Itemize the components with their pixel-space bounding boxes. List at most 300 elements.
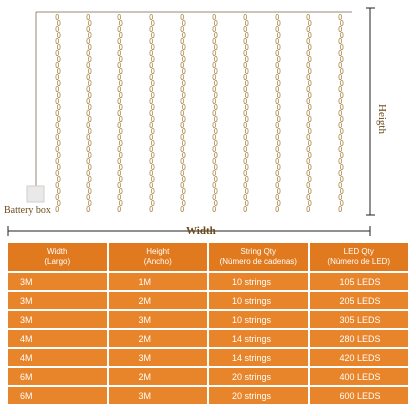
strand-link	[87, 146, 90, 151]
strand-link	[87, 86, 90, 91]
strand-link	[58, 176, 61, 181]
strand-link	[89, 188, 92, 193]
strand-link	[278, 20, 281, 25]
strand-link	[87, 14, 90, 19]
strand-link	[118, 170, 121, 175]
strand-link	[244, 50, 247, 55]
strand-link	[244, 86, 247, 91]
cell-height: 1M	[109, 273, 208, 290]
cell-led-qty: 105 LEDS	[310, 273, 409, 290]
strand-link	[246, 140, 249, 145]
strand-link	[150, 194, 153, 199]
strand-link	[120, 128, 123, 133]
strand-link	[181, 14, 184, 19]
strand-link	[307, 158, 310, 163]
strand-link	[118, 146, 121, 151]
strand-link	[307, 38, 310, 43]
strand-link	[181, 134, 184, 139]
strand-link	[58, 116, 61, 121]
strand-link	[152, 152, 155, 157]
strand-link	[58, 128, 61, 133]
cell-width: 3M	[8, 273, 107, 290]
cell-string-qty: 10 strings	[209, 311, 308, 328]
strand-link	[278, 176, 281, 181]
strand-link	[339, 158, 342, 163]
strand-link	[152, 56, 155, 61]
strand-link	[244, 38, 247, 43]
strand-link	[215, 92, 218, 97]
strand-link	[89, 116, 92, 121]
strand-link	[89, 92, 92, 97]
strand-link	[152, 116, 155, 121]
strand-link	[152, 140, 155, 145]
strand-link	[341, 44, 344, 49]
strand-link	[183, 92, 186, 97]
strand-link	[181, 74, 184, 79]
strand-link	[213, 182, 216, 187]
strand-link	[56, 170, 59, 175]
strand-link	[309, 200, 312, 205]
strand-link	[87, 62, 90, 67]
strand-link	[246, 32, 249, 37]
strand-link	[181, 158, 184, 163]
strand-link	[339, 98, 342, 103]
cell-string-qty: 20 strings	[209, 387, 308, 404]
strand-link	[56, 62, 59, 67]
strand-link	[307, 170, 310, 175]
strand-link	[56, 86, 59, 91]
strand-link	[183, 32, 186, 37]
strand-link	[58, 92, 61, 97]
strand-link	[120, 152, 123, 157]
light-strand	[118, 14, 122, 211]
cell-led-qty: 420 LEDS	[310, 349, 409, 366]
strand-link	[120, 176, 123, 181]
strand-link	[246, 104, 249, 109]
cell-height: 3M	[109, 387, 208, 404]
strand-link	[183, 188, 186, 193]
strand-link	[89, 68, 92, 73]
strand-link	[183, 152, 186, 157]
light-strand	[150, 14, 154, 211]
strand-link	[278, 68, 281, 73]
strand-link	[246, 20, 249, 25]
strand-link	[89, 56, 92, 61]
header-led-qty-sub: (Número de LED)	[327, 257, 391, 266]
header-height-main: Height	[146, 247, 170, 256]
strand-link	[341, 200, 344, 205]
strand-link	[181, 146, 184, 151]
strand-link	[278, 32, 281, 37]
strand-link	[309, 176, 312, 181]
strand-link	[307, 206, 310, 211]
strand-link	[213, 74, 216, 79]
strand-link	[339, 182, 342, 187]
strand-link	[307, 182, 310, 187]
strand-link	[341, 56, 344, 61]
strand-link	[213, 98, 216, 103]
strand-link	[56, 134, 59, 139]
strand-link	[152, 80, 155, 85]
strand-link	[215, 140, 218, 145]
header-string-qty-main: String Qty	[240, 247, 277, 256]
strand-link	[118, 14, 121, 19]
strand-link	[150, 182, 153, 187]
strand-link	[150, 62, 153, 67]
strand-link	[339, 62, 342, 67]
strand-link	[56, 38, 59, 43]
strand-link	[278, 116, 281, 121]
light-strand	[244, 14, 248, 211]
strand-link	[150, 110, 153, 115]
strand-link	[244, 194, 247, 199]
strand-link	[152, 104, 155, 109]
strand-link	[307, 122, 310, 127]
strand-link	[120, 80, 123, 85]
strand-link	[213, 26, 216, 31]
header-string-qty-sub: (Número de cadenas)	[219, 257, 297, 266]
strand-link	[58, 56, 61, 61]
cell-width: 6M	[8, 368, 107, 385]
strand-link	[215, 200, 218, 205]
strand-link	[183, 164, 186, 169]
cell-width: 6M	[8, 387, 107, 404]
cell-led-qty: 305 LEDS	[310, 311, 409, 328]
strand-link	[152, 20, 155, 25]
strand-link	[120, 32, 123, 37]
strand-link	[152, 200, 155, 205]
strand-link	[276, 110, 279, 115]
strand-link	[181, 194, 184, 199]
strand-link	[215, 56, 218, 61]
strand-link	[213, 158, 216, 163]
strand-link	[118, 50, 121, 55]
strand-link	[89, 152, 92, 157]
strand-link	[246, 44, 249, 49]
strand-link	[152, 68, 155, 73]
cell-width: 3M	[8, 292, 107, 309]
strand-link	[87, 206, 90, 211]
strand-link	[309, 44, 312, 49]
cell-led-qty: 280 LEDS	[310, 330, 409, 347]
strand-link	[58, 188, 61, 193]
strand-link	[278, 92, 281, 97]
cell-width: 3M	[8, 311, 107, 328]
strand-link	[278, 188, 281, 193]
strand-link	[120, 200, 123, 205]
strand-link	[341, 92, 344, 97]
strand-link	[215, 176, 218, 181]
strand-link	[120, 44, 123, 49]
strand-link	[244, 98, 247, 103]
strand-link	[87, 134, 90, 139]
strand-link	[309, 32, 312, 37]
strand-link	[244, 170, 247, 175]
strand-link	[276, 62, 279, 67]
strand-link	[339, 194, 342, 199]
cell-width: 4M	[8, 349, 107, 366]
strand-link	[278, 200, 281, 205]
cell-led-qty: 400 LEDS	[310, 368, 409, 385]
strand-link	[276, 86, 279, 91]
strand-link	[118, 206, 121, 211]
strand-link	[244, 122, 247, 127]
strand-link	[309, 152, 312, 157]
strand-link	[152, 32, 155, 37]
strand-link	[152, 128, 155, 133]
strand-link	[181, 50, 184, 55]
strand-link	[56, 206, 59, 211]
strand-link	[215, 20, 218, 25]
strand-link	[183, 140, 186, 145]
strand-link	[150, 122, 153, 127]
strand-link	[120, 116, 123, 121]
strand-link	[181, 170, 184, 175]
strand-link	[150, 170, 153, 175]
strand-link	[307, 26, 310, 31]
strand-link	[120, 20, 123, 25]
strand-link	[339, 74, 342, 79]
cell-string-qty: 14 strings	[209, 349, 308, 366]
strand-link	[120, 68, 123, 73]
strand-link	[341, 104, 344, 109]
strand-link	[278, 44, 281, 49]
strand-link	[341, 128, 344, 133]
strand-link	[246, 92, 249, 97]
strand-link	[183, 104, 186, 109]
strand-link	[213, 38, 216, 43]
cell-height: 3M	[109, 349, 208, 366]
header-width-sub: (Largo)	[44, 257, 71, 266]
strand-link	[152, 188, 155, 193]
frame	[36, 12, 352, 186]
strand-link	[56, 194, 59, 199]
strand-link	[307, 86, 310, 91]
strand-link	[87, 122, 90, 127]
strand-link	[278, 56, 281, 61]
strand-link	[89, 20, 92, 25]
strand-link	[276, 170, 279, 175]
strand-link	[56, 122, 59, 127]
strand-link	[58, 32, 61, 37]
width-label: Width	[186, 225, 216, 237]
strand-link	[213, 50, 216, 55]
strand-link	[181, 98, 184, 103]
strand-link	[118, 122, 121, 127]
strand-link	[118, 194, 121, 199]
light-strands	[56, 14, 343, 211]
strand-link	[183, 80, 186, 85]
strand-link	[56, 146, 59, 151]
strand-link	[278, 164, 281, 169]
strand-link	[87, 38, 90, 43]
strand-link	[276, 146, 279, 151]
strand-link	[339, 122, 342, 127]
strand-link	[307, 62, 310, 67]
strand-link	[309, 80, 312, 85]
cell-height: 2M	[109, 368, 208, 385]
strand-link	[307, 110, 310, 115]
strand-link	[120, 104, 123, 109]
header-string-qty	[209, 243, 308, 271]
strand-link	[213, 206, 216, 211]
strand-link	[215, 152, 218, 157]
table-row	[8, 387, 408, 404]
strand-link	[183, 56, 186, 61]
strand-link	[246, 188, 249, 193]
strand-link	[89, 128, 92, 133]
light-strand	[276, 14, 280, 211]
strand-link	[58, 140, 61, 145]
strand-link	[307, 134, 310, 139]
strand-link	[307, 194, 310, 199]
strand-link	[56, 110, 59, 115]
strand-link	[339, 206, 342, 211]
strand-link	[118, 38, 121, 43]
light-strand	[87, 14, 91, 211]
strand-link	[213, 14, 216, 19]
strand-link	[244, 26, 247, 31]
strand-link	[150, 38, 153, 43]
strand-link	[341, 80, 344, 85]
strand-link	[181, 62, 184, 67]
strand-link	[246, 56, 249, 61]
strand-link	[152, 44, 155, 49]
strand-link	[276, 98, 279, 103]
strand-link	[183, 200, 186, 205]
table-header-row	[8, 243, 408, 271]
strand-link	[56, 158, 59, 163]
strand-link	[87, 110, 90, 115]
cell-led-qty: 600 LEDS	[310, 387, 409, 404]
header-width	[8, 243, 107, 271]
strand-link	[120, 92, 123, 97]
strand-link	[309, 116, 312, 121]
strand-link	[118, 26, 121, 31]
strand-link	[150, 134, 153, 139]
strand-link	[150, 98, 153, 103]
table-row	[8, 349, 408, 366]
strand-link	[339, 26, 342, 31]
cell-width: 4M	[8, 330, 107, 347]
strand-link	[213, 170, 216, 175]
strand-link	[341, 20, 344, 25]
strand-link	[118, 182, 121, 187]
strand-link	[215, 104, 218, 109]
strand-link	[276, 182, 279, 187]
strand-link	[215, 80, 218, 85]
strand-link	[150, 86, 153, 91]
strand-link	[339, 134, 342, 139]
strand-link	[87, 50, 90, 55]
strand-link	[183, 44, 186, 49]
strand-link	[244, 146, 247, 151]
strand-link	[276, 14, 279, 19]
strand-link	[150, 158, 153, 163]
cell-height: 2M	[109, 330, 208, 347]
strand-link	[339, 170, 342, 175]
table-row	[8, 311, 408, 328]
strand-link	[341, 188, 344, 193]
strand-link	[56, 74, 59, 79]
header-height	[109, 243, 208, 271]
header-width-main: Width	[47, 247, 68, 256]
battery-box-label: Battery box	[4, 205, 51, 216]
strand-link	[150, 26, 153, 31]
strand-link	[309, 164, 312, 169]
strand-link	[309, 104, 312, 109]
strand-link	[339, 146, 342, 151]
height-dimension	[366, 8, 375, 215]
strand-link	[118, 134, 121, 139]
strand-link	[87, 26, 90, 31]
table-row	[8, 292, 408, 309]
strand-link	[87, 170, 90, 175]
cell-height: 2M	[109, 292, 208, 309]
strand-link	[276, 194, 279, 199]
strand-link	[341, 32, 344, 37]
strand-link	[246, 68, 249, 73]
strand-link	[118, 86, 121, 91]
strand-link	[278, 140, 281, 145]
strand-link	[181, 206, 184, 211]
light-strand	[56, 14, 60, 211]
light-strand	[213, 14, 217, 211]
strand-link	[278, 80, 281, 85]
strand-link	[215, 164, 218, 169]
strand-link	[307, 74, 310, 79]
strand-link	[246, 164, 249, 169]
light-strand	[307, 14, 311, 211]
strand-link	[244, 134, 247, 139]
strand-link	[150, 146, 153, 151]
strand-link	[87, 158, 90, 163]
strand-link	[276, 26, 279, 31]
strand-link	[58, 200, 61, 205]
strand-link	[120, 188, 123, 193]
strand-link	[276, 38, 279, 43]
strand-link	[181, 182, 184, 187]
strand-link	[276, 206, 279, 211]
strand-link	[246, 116, 249, 121]
strand-link	[341, 152, 344, 157]
table-row	[8, 273, 408, 290]
strand-link	[89, 140, 92, 145]
strand-link	[213, 146, 216, 151]
strand-link	[215, 116, 218, 121]
strand-link	[278, 152, 281, 157]
strand-link	[215, 188, 218, 193]
strand-link	[244, 14, 247, 19]
strand-link	[183, 128, 186, 133]
strand-link	[120, 140, 123, 145]
strand-link	[87, 98, 90, 103]
strand-link	[183, 176, 186, 181]
strand-link	[58, 68, 61, 73]
strand-link	[215, 128, 218, 133]
strand-link	[213, 62, 216, 67]
strand-link	[213, 122, 216, 127]
specifications-table-wrap	[6, 241, 410, 413]
strand-link	[309, 92, 312, 97]
strand-link	[339, 50, 342, 55]
cell-string-qty: 14 strings	[209, 330, 308, 347]
strand-link	[58, 164, 61, 169]
strand-link	[89, 80, 92, 85]
strand-link	[89, 44, 92, 49]
strand-link	[118, 98, 121, 103]
strand-link	[89, 200, 92, 205]
